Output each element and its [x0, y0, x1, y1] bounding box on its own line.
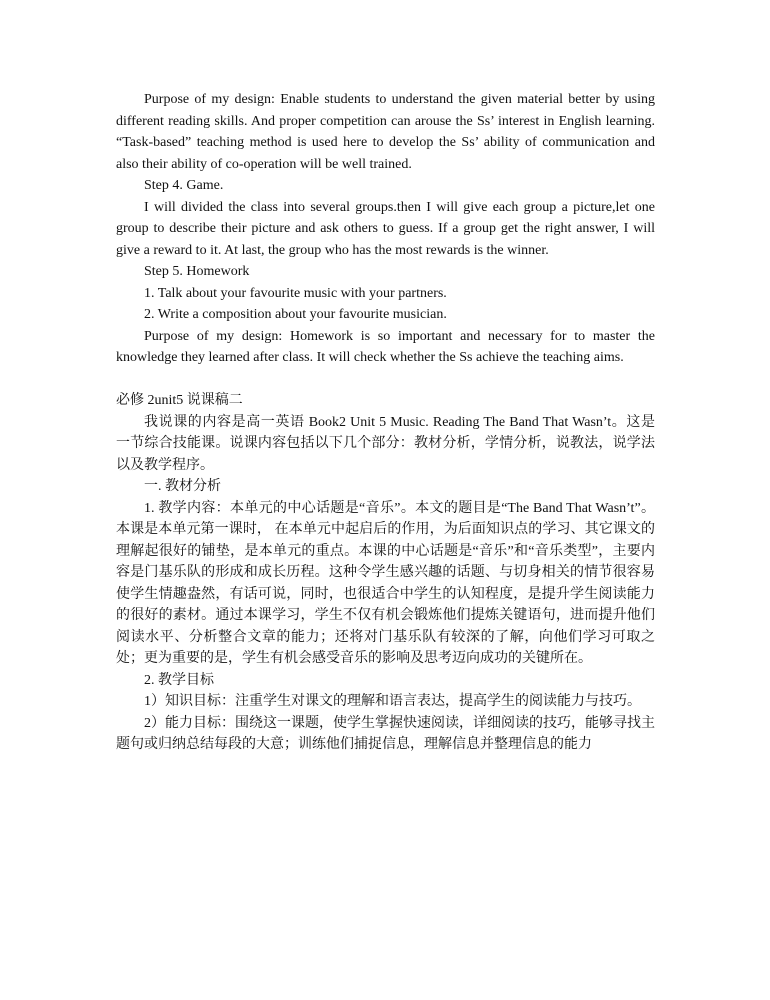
teaching-goals-heading: 2. 教学目标 [144, 672, 214, 688]
step4-paragraph: I will divided the class into several groups.then I will give each group a picture,let one group to describe their picture and ask others to guess. If a group get the right answer, I will give a reward to it. At last, the group who has the most rewards is the winner. [116, 199, 655, 258]
homework-item-1: 1. Talk about your favourite music with your partners. [144, 285, 447, 301]
knowledge-goal-paragraph: 1）知识目标：注重学生对课文的理解和语言表达，提高学生的阅读能力与技巧。 [144, 694, 641, 709]
homework-item-2: 2. Write a composition about your favourite musician. [144, 307, 447, 322]
teaching-content-paragraph: 1. 教学内容：本单元的中心话题是“音乐”。本文的题目是“The Band That Wasn’t”。本课是本单元第一课时， 在本单元中起启后的作用，为后面知识点的学习、其它课文的理解起很好的铺垫，是本单元的重点。本课的中心话题是“音乐”和“音乐类型”，主要内容是门基乐队的形成和成长历程。这种令学生感兴趣的话题、与切身相关的情节很容易使学生情趣盎然，有话可说，同时，也很适合中学生的认知程度，是提升学生阅读能力的很好的素材。通过本课学习，学生不仅有机会锻炼他们提炼关键语句，进而提升他们阅读水平、分析整合文章的能力；还将对门基乐队有较深的了解，向他们学习可取之处；更为重要的是，学生有机会感受音乐的影响及思考迈向成功的关键所在。 [116, 500, 655, 666]
section-spacer [116, 369, 655, 391]
chinese-section-title: 必修 2unit5 说课稿二 [116, 393, 243, 408]
purpose-paragraph-2: Purpose of my design: Homework is so important and necessary for to master the knowledge they learned after class. It will check whether the Ss achieve the teaching aims. [116, 328, 655, 365]
ability-goal-paragraph: 2）能力目标：围绕这一课题，使学生掌握快速阅读，详细阅读的技巧，能够寻找主题句或归纳总结每段的大意；训练他们捕捉信息，理解信息并整理信息的能力 [116, 715, 655, 752]
document-page [116, 89, 655, 756]
purpose-paragraph-1: Purpose of my design: Enable students to understand the given material better by using different reading skills. And proper competition can arouse the Ss’ interest in English learning. “Task-based” teaching method is used here to develop the Ss’ ability of communication and also their ability of co-operation will be well trained. [116, 92, 655, 172]
part1-heading: 一. 教材分析 [144, 479, 221, 494]
intro-paragraph: 我说课的内容是高一英语 Book2 Unit 5 Music. Reading The Band That Wasn’t。这是一节综合技能课。说课内容包括以下几个部分：教材分析，学情分析，说教法，说学法以及教学程序。 [116, 414, 655, 473]
step4-heading: Step 4. Game. [144, 178, 224, 193]
step5-heading: Step 5. Homework [144, 264, 250, 279]
